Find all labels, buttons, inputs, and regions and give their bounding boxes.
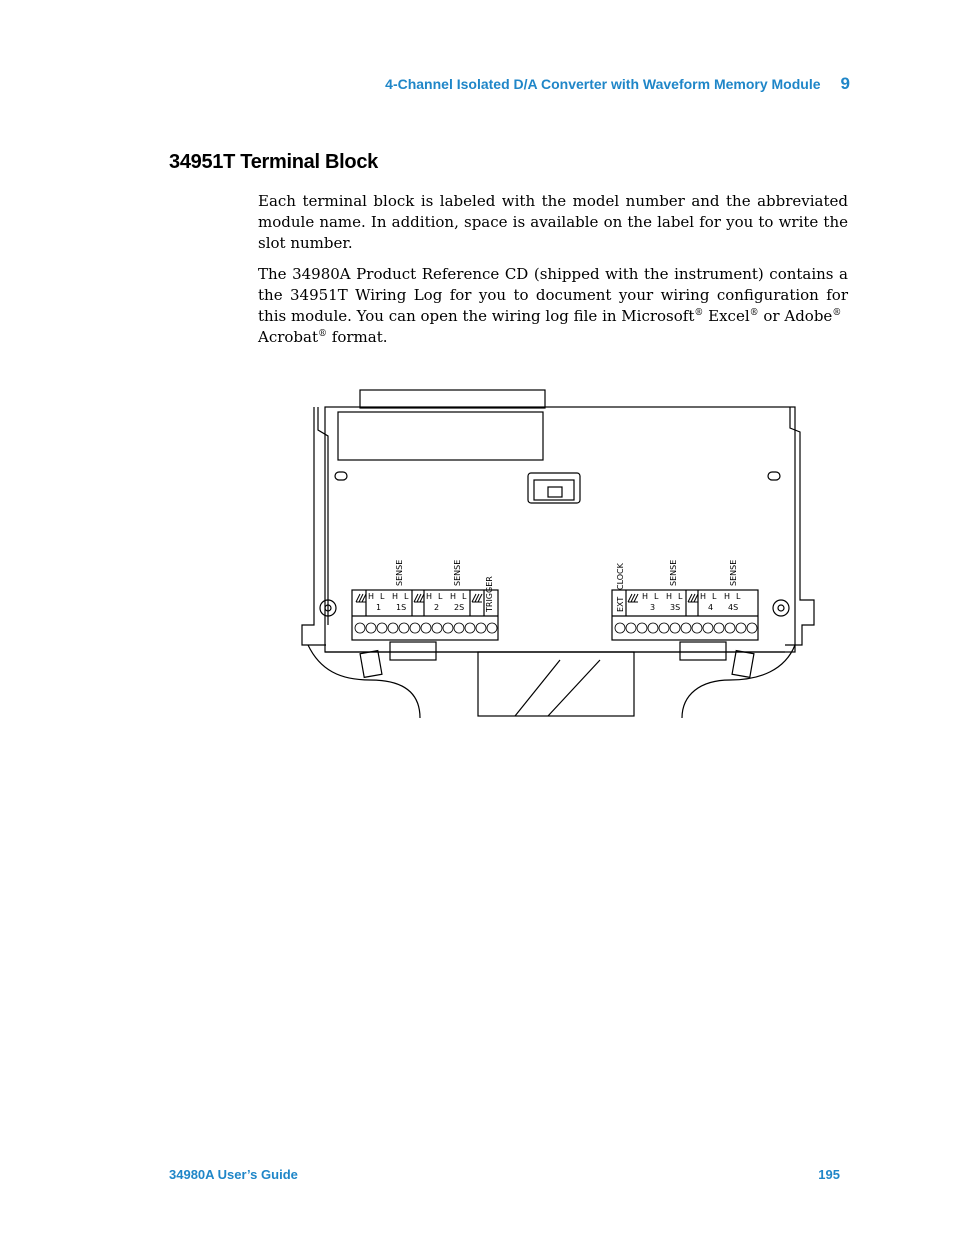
label-ch4s: 4S — [728, 603, 739, 612]
right-mount-hole — [773, 600, 789, 616]
p2-part-d: Acrobat — [258, 328, 319, 346]
label-sense-2: SENSE — [453, 559, 462, 586]
label-l-3: L — [654, 592, 659, 601]
registered-mark: ® — [749, 308, 759, 318]
top-connector-flange — [360, 390, 545, 408]
section-title: 34951T Terminal Block — [169, 151, 378, 173]
label-clock: CLOCK — [616, 563, 625, 590]
label-trigger: TRIGGER — [485, 576, 494, 612]
center-post — [478, 652, 634, 716]
label-ch3: 3 — [650, 603, 656, 612]
left-foot — [390, 642, 436, 660]
label-ch1: 1 — [376, 603, 382, 612]
p2-part-e: format. — [327, 328, 388, 346]
label-l-2s: L — [462, 592, 467, 601]
label-h-1s: H — [392, 592, 399, 601]
label-ch2: 2 — [434, 603, 440, 612]
label-ext: EXT — [616, 596, 625, 612]
right-slot — [768, 472, 780, 480]
label-l-4s: L — [736, 592, 741, 601]
latch-outer — [528, 473, 580, 503]
p2-part-b: Excel — [703, 307, 750, 325]
screw-row-left — [355, 623, 497, 633]
footer-page-number: 195 — [818, 1167, 840, 1182]
top-connector-body — [338, 412, 543, 460]
paragraph-1 — [258, 191, 848, 254]
label-l-3s: L — [678, 592, 683, 601]
label-sense-1: SENSE — [395, 559, 404, 586]
chapter-number: 9 — [840, 74, 850, 93]
label-l-2: L — [438, 592, 443, 601]
left-slot — [335, 472, 347, 480]
label-h-4: H — [700, 592, 707, 601]
label-h-3: H — [642, 592, 649, 601]
label-l-1: L — [380, 592, 385, 601]
p2-part-a: The 34980A Product Reference CD (shipped with the instrument) contains a the 34951T Wiring Log for you to document your wiring configuration for this module. You can open the wiring log file in Microsoft — [258, 265, 848, 325]
label-ch3s: 3S — [670, 603, 681, 612]
paragraph-2 — [258, 264, 848, 348]
label-ch1s: 1S — [396, 603, 407, 612]
p2-part-c: or Adobe — [758, 307, 833, 325]
running-header — [300, 74, 850, 94]
label-h-3s: H — [666, 592, 673, 601]
label-l-1s: L — [404, 592, 409, 601]
paragraph-1-text: Each terminal block is labeled with the model number and the abbreviated module name. In addition, space is available on the label for you to write the slot number. — [258, 192, 848, 252]
screw-row-right — [615, 623, 757, 633]
label-ch2s: 2S — [454, 603, 465, 612]
footer-guide-name: 34980A User’s Guide — [169, 1167, 298, 1182]
terminal-block-diagram — [290, 380, 830, 725]
label-h-2s: H — [450, 592, 457, 601]
left-hook — [308, 645, 420, 718]
label-sense-3: SENSE — [669, 559, 678, 586]
label-l-4: L — [712, 592, 717, 601]
registered-mark: ® — [694, 308, 704, 318]
left-rail — [302, 407, 326, 645]
right-foot — [680, 642, 726, 660]
registered-mark: ® — [832, 308, 842, 318]
label-h-1: H — [368, 592, 375, 601]
registered-mark: ® — [318, 329, 328, 339]
left-rail-inner — [318, 407, 328, 625]
housing-outline — [325, 407, 795, 652]
latch-tab — [548, 487, 562, 497]
label-sense-4: SENSE — [729, 559, 738, 586]
right-hook — [682, 645, 795, 718]
label-h-2: H — [426, 592, 433, 601]
right-mount-hole-center — [778, 605, 784, 611]
paragraph-2-text — [258, 264, 848, 348]
label-h-4s: H — [724, 592, 731, 601]
chapter-title: 4-Channel Isolated D/A Converter with Waveform Memory Module — [385, 76, 821, 92]
label-ch4: 4 — [708, 603, 714, 612]
